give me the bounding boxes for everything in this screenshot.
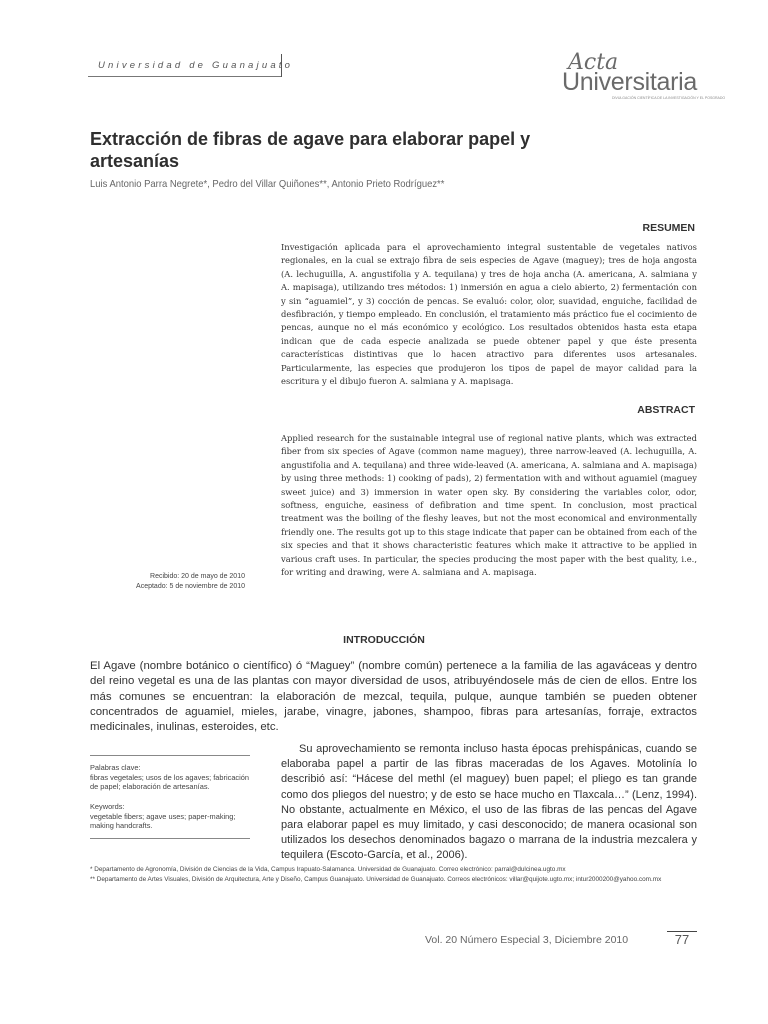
intro-paragraph-1: El Agave (nombre botánico o científico) ó “Maguey” (nombre común) pertenece a la familia de las agaváceas y dentro del reino vegetal es una de las plantas con mayor diversidad de usos, atribuyéndosele más de cien de ellos. Entre los más comunes se encuentran: la elaboración de mezcal, tequila, pulque, aunque también se pueden obtener concentrados de aguamiel, mieles, jarabe, vinagre, jabones, shampoo, fibras para artesanías, forraje, extractos medicinales, inulinas, esteroides, etc. bbox=[90, 660, 697, 734]
footnote-1: * Departamento de Agronomía, División de Ciencias de la Vida, Campus Irapuato-Salamanca. Universidad de Guanajuato. Correo electrónico: parral@dulcinea.ugto.mx bbox=[90, 866, 566, 873]
keywords-es-text: fibras vegetales; usos de los agaves; fabricación de papel; elaboración de artesanías. bbox=[90, 772, 249, 792]
footnote-2: ** Departamento de Artes Visuales, División de Arquitectura, Arte y Diseño, Campus Guanajuato. Universidad de Guanajuato. Correos electrónicos: villar@quijote.ugto.mx; intur2000200@yahoo.com.mx bbox=[90, 876, 662, 883]
issue-info: Vol. 20 Número Especial 3, Diciembre 2010 bbox=[425, 934, 629, 946]
keywords-bottom-rule bbox=[90, 838, 250, 839]
page-number: 77 bbox=[667, 931, 697, 947]
keywords-spanish bbox=[90, 763, 255, 792]
logo-tagline: DIVULGACIÓN CIENTÍFICA DE LA INVESTIGACIÓN Y EL POSGRADO bbox=[612, 96, 726, 100]
abstract-text: Applied research for the sustainable integral use of regional native plants, which was extracted fiber from six species of Agave (common name maguey), three narrow-leaved (A. lechuguilla, A. angustifolia and A. tequilana) and three wide-leaved (A. americana, A. salmiana and A. mapisaga) by using three methods: 1) cooking of pads), 2) fermentation with and without aguamiel (maguey sweet juice) and 3) immersion in water open sky. By considering the variables color, odor, softness, enguiche, easiness of defibration and time spent. In conclusion, most practical treatment was the boiling of the fleshy leaves, but not the most economical and environmentally friendly one. The results got up to this stage indicate that paper can be obtained from each of the six species and that it shows characteristic features which make it attractive to be applied in various craft uses. In particular, the species producing the most paper with the best quality, i.e., for writing and drawing, were A. salmiana and A. mapisaga. bbox=[281, 433, 697, 578]
keywords-es-label: Palabras clave: bbox=[90, 763, 141, 772]
abstract-heading: ABSTRACT bbox=[637, 404, 695, 416]
keywords-english bbox=[90, 802, 255, 831]
article-title: Extracción de fibras de agave para elaborar papel y artesanías bbox=[90, 129, 531, 171]
keywords-en-text: vegetable fibers; agave uses; paper-making; making handcrafts. bbox=[90, 811, 236, 831]
intro-heading: INTRODUCCIÓN bbox=[343, 634, 425, 646]
journal-logo bbox=[560, 50, 726, 102]
keywords-top-rule bbox=[90, 755, 250, 756]
received-date: Recibido: 20 de mayo de 2010 bbox=[150, 573, 245, 580]
keywords-en-label: Keywords: bbox=[90, 802, 125, 811]
article-authors: Luis Antonio Parra Negrete*, Pedro del Villar Quiñones**, Antonio Prieto Rodríguez** bbox=[90, 178, 445, 190]
resumen-heading: RESUMEN bbox=[642, 222, 695, 234]
header-divider bbox=[281, 54, 282, 77]
intro-paragraph-2: Su aprovechamiento se remonta incluso hasta épocas prehispánicas, cuando se elaboraba papel a partir de las fibras maceradas de los Agaves. Motolinía lo describió así: “Hácese del methl (el maguey) buen papel; el pliego es tan grande como dos pliegos del nuestro; y de esto se hace mucho en Tlaxcala…” (Lenz, 1994). No obstante, actualmente en México, el uso de las fibras de las pencas del Agave para elaborar papel es muy limitado, y casi desconocido; de manera ocasional son utilizados los desechos denominados bagazo o marrana de la industria mezcalera y tequilera (Escoto-García, et al., 2006). bbox=[281, 743, 697, 862]
header-rule bbox=[88, 76, 282, 77]
accepted-date: Aceptado: 5 de noviembre de 2010 bbox=[136, 583, 245, 590]
resumen-text: Investigación aplicada para el aprovechamiento integral sustentable de vegetales nativos regionales, en la cual se extrajo fibra de seis especies de Agave (maguey); tres de hoja angosta (A. lechuguilla, A. angustifolia y A. tequilana) y tres de hoja ancha (A. americana, A. salmiana y A. mapisaga), utilizando tres métodos: 1) inmersión en agua a cielo abierto, 2) fermentación con y sin “aguamiel”, y 3) cocción de pencas. Se evaluó: color, olor, suavidad, enguiche, facilidad de desfibración, y tiempo empleado. En conclusión, el tratamiento más práctico fue el cocimiento de pencas, aunque no el más económico y ecológico. Los resultados obtenidos hasta esta etapa indican que de cada especie analizada se puede obtener papel y que éste presenta características distintivas que lo hacen atractivo para diferentes usos artesanales. Particularmente, las especies que produjeron los tipos de papel de mayor calidad para la escritura y el dibujo fueron A. salmiana y A. mapisaga. bbox=[281, 242, 697, 387]
submission-dates bbox=[120, 572, 245, 592]
university-name: Universidad de Guanajuato bbox=[98, 60, 294, 71]
logo-universitaria-text: Universitaria bbox=[562, 68, 698, 96]
logo-acta-text: Acta bbox=[568, 50, 619, 75]
